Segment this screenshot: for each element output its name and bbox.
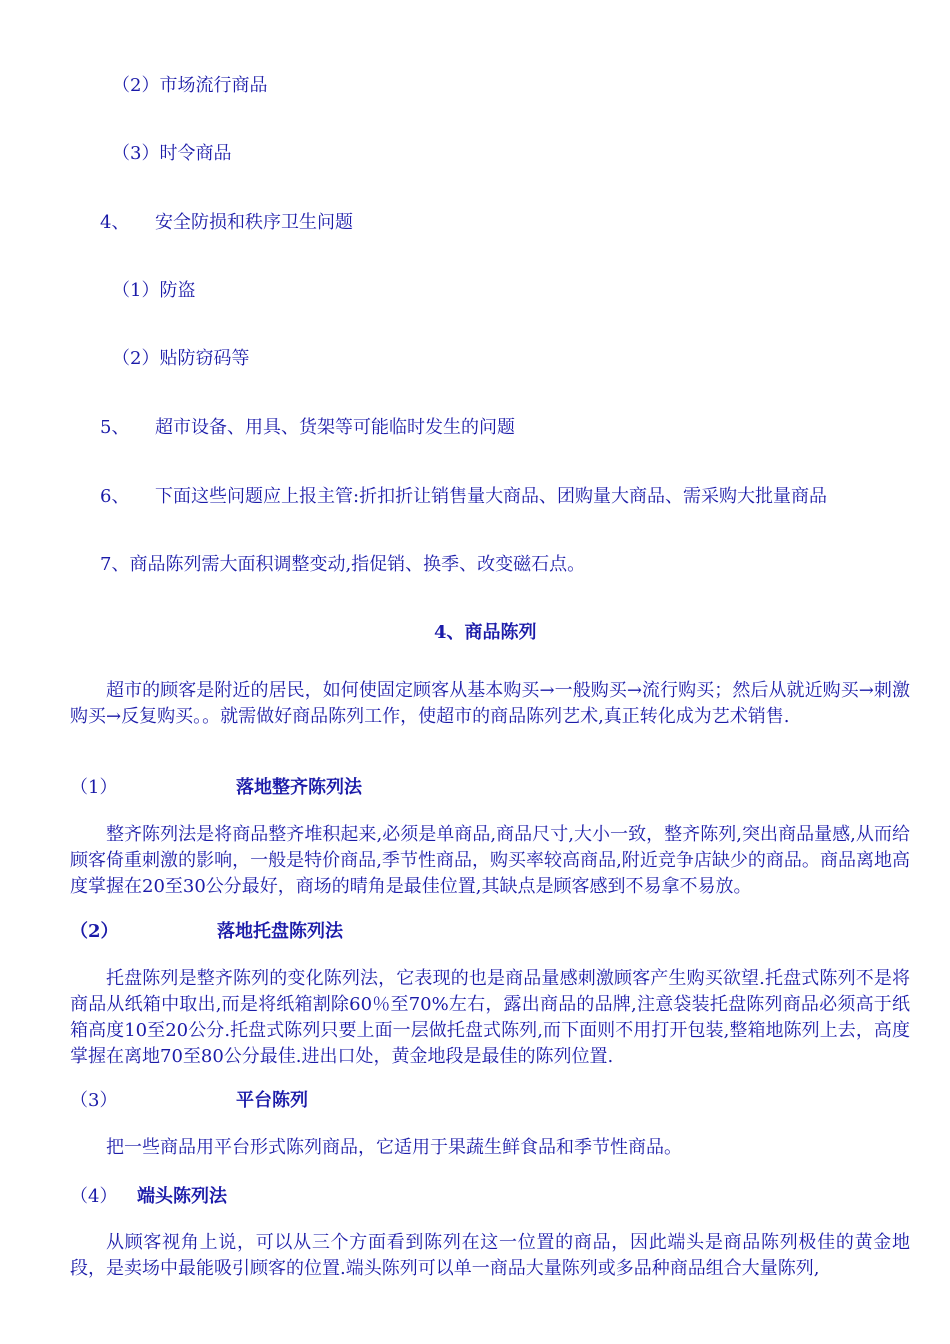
- list-item-equipment: [100, 416, 515, 440]
- method-title: 平台陈列: [236, 1090, 308, 1111]
- intro-paragraph: 超市的顾客是附近的居民，如何使固定顾客从基本购买→一般购买→流行购买；然后从就近购买→刺激购买→反复购买。。就需做好商品陈列工作，使超市的商品陈列艺术,真正转化成为艺术销售.: [70, 680, 910, 727]
- method-title: 落地整齐陈列法: [236, 777, 362, 798]
- list-number: 4、: [100, 212, 130, 233]
- list-item-popular-goods: （2）市场流行商品: [112, 75, 268, 96]
- method-body-2: 托盘陈列是整齐陈列的变化陈列法，它表现的也是商品量感刺激顾客产生购买欲望.托盘式陈列不是将商品从纸箱中取出,而是将纸箱割除60％至70%左右，露出商品的品牌,注意袋装托盘陈列商品必须高于纸箱高度10至20公分.托盘式陈列只要上面一层做托盘式陈列,而下面则不用打开包装,整箱地陈列上去，高度掌握在离地70至80公分最佳.进出口处，黄金地段是最佳的陈列位置.: [70, 968, 910, 1067]
- method-number: （3）: [70, 1090, 118, 1111]
- list-item-text: 下面这些问题应上报主管:折扣折让销售量大商品、团购量大商品、需采购大批量商品: [155, 486, 828, 507]
- method-body-1: 整齐陈列法是将商品整齐堆积起来,必须是单商品,商品尺寸,大小一致，整齐陈列,突出商品量感,从而给顾客倚重刺激的影响，一般是特价商品,季节性商品，购买率较高商品,附近竞争店缺少的商品。商品离地高度掌握在20至30公分最好，商场的晴角是最佳位置,其缺点是顾客感到不易拿不易放。: [70, 824, 910, 897]
- list-number: 6、: [100, 486, 130, 507]
- method-title: 落地托盘陈列法: [217, 921, 343, 942]
- method-number: （4）: [70, 1186, 118, 1207]
- list-item-anti-theft-tags: （2）贴防窃码等: [112, 348, 250, 369]
- section-title: 4、商品陈列: [434, 622, 537, 643]
- list-item-security: [100, 211, 353, 235]
- list-item-anti-theft: （1）防盗: [112, 280, 196, 301]
- list-number: 5、: [100, 417, 130, 438]
- method-number: （2）: [70, 921, 119, 942]
- list-item-seasonal-goods: （3）时令商品: [112, 143, 232, 164]
- list-item-display-adjust: 7、商品陈列需大面积调整变动,指促销、换季、改变磁石点。: [100, 554, 586, 575]
- method-heading-4: [70, 1185, 227, 1209]
- list-item-text: 超市设备、用具、货架等可能临时发生的问题: [155, 417, 515, 438]
- method-title: 端头陈列法: [137, 1186, 227, 1207]
- method-number: （1）: [70, 777, 118, 798]
- method-heading-1: [70, 776, 362, 800]
- method-body-4: 从顾客视角上说，可以从三个方面看到陈列在这一位置的商品，因此端头是商品陈列极佳的黄金地段，是卖场中最能吸引顾客的位置.端头陈列可以单一商品大量陈列或多品种商品组合大量陈列,: [70, 1232, 910, 1279]
- method-body-3: 把一些商品用平台形式陈列商品，它适用于果蔬生鲜食品和季节性商品。: [106, 1137, 682, 1158]
- method-heading-2: [70, 920, 343, 944]
- list-item-report-supervisor: [100, 485, 827, 509]
- list-item-text: 安全防损和秩序卫生问题: [155, 212, 353, 233]
- method-heading-3: [70, 1089, 308, 1113]
